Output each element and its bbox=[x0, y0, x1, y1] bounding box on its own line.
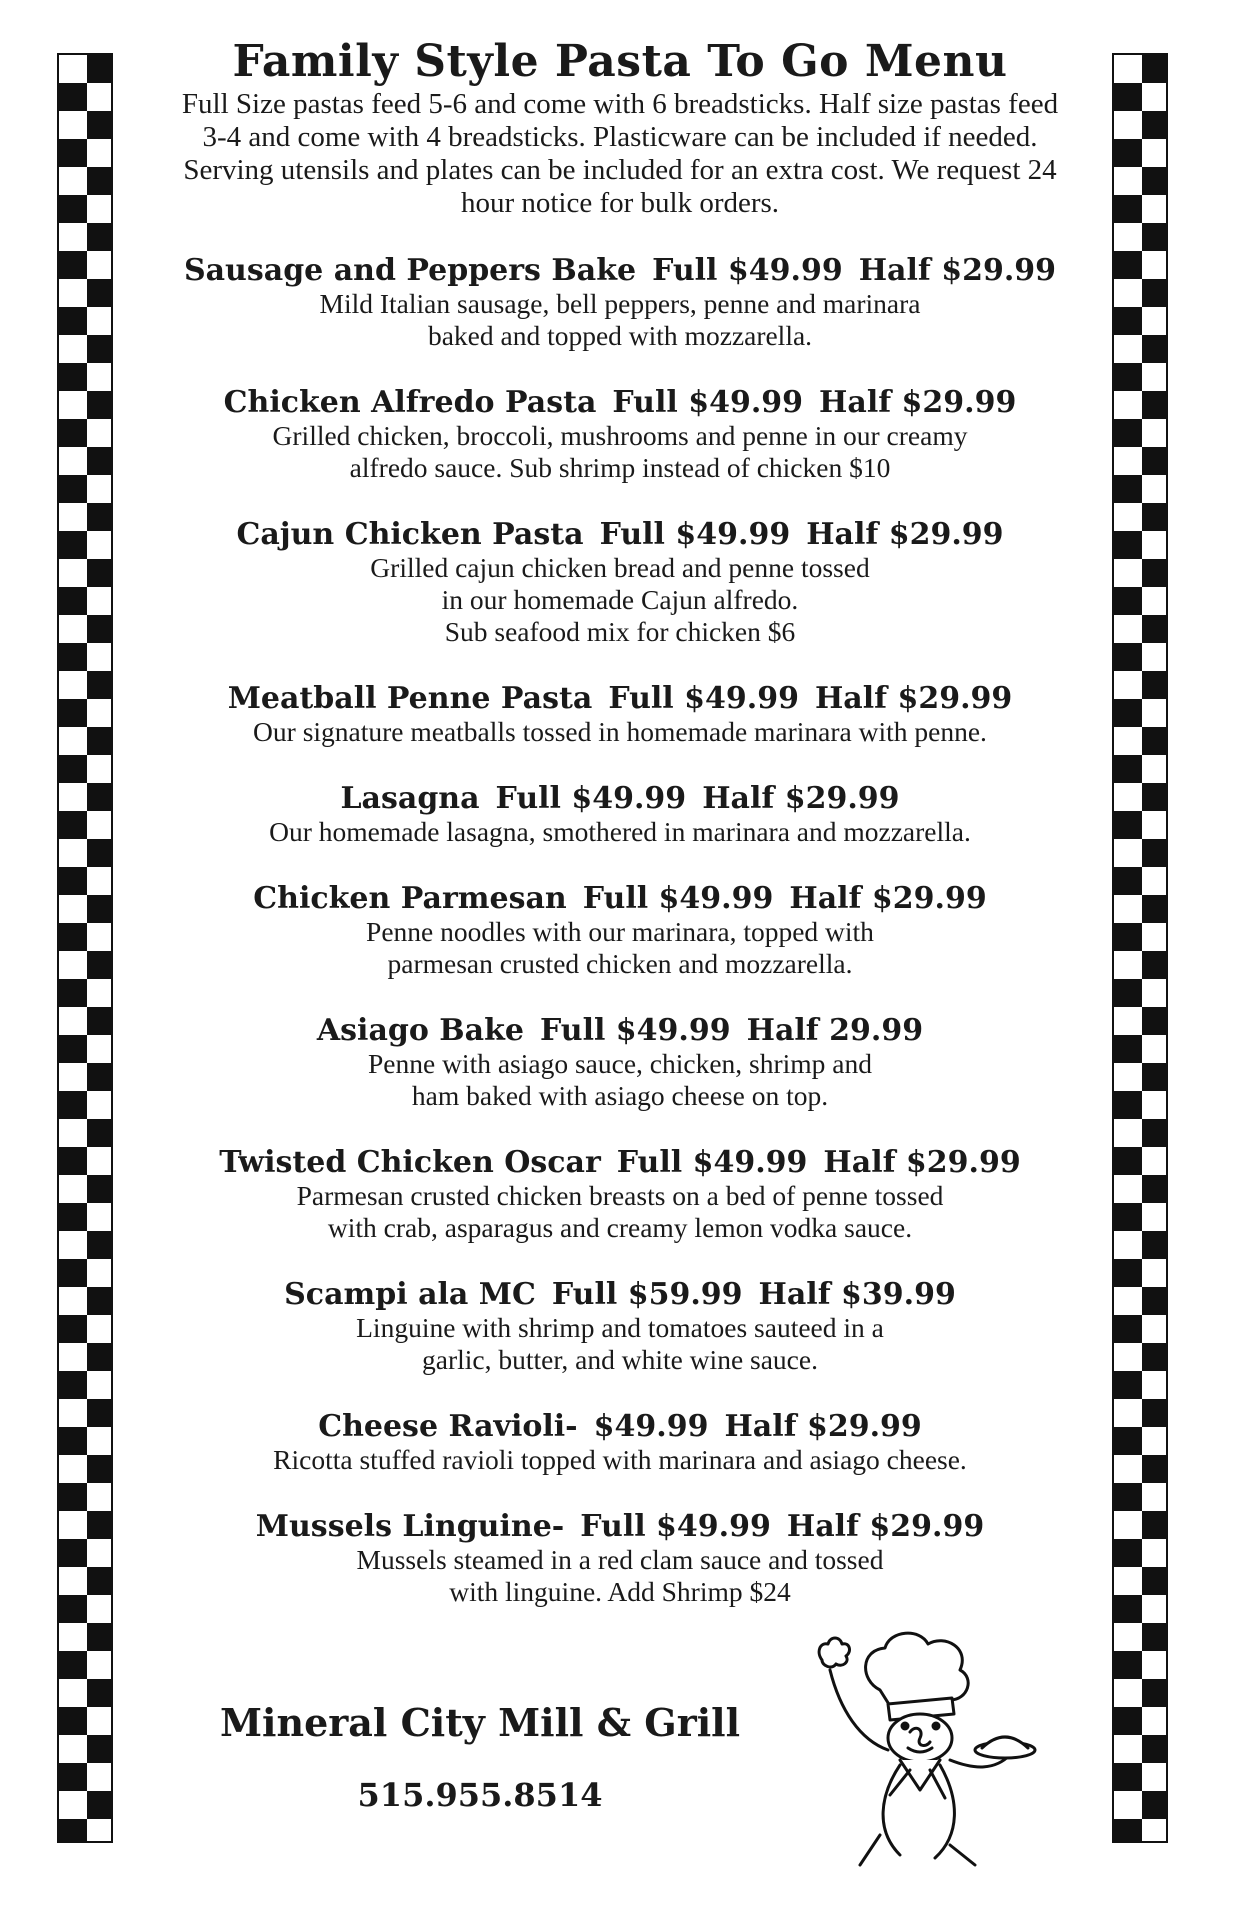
menu-item-price-half: Half 29.99 bbox=[746, 1013, 924, 1048]
menu-item-price-full: $49.99 bbox=[593, 1409, 709, 1444]
menu-item-description bbox=[130, 1544, 1110, 1608]
menu-item-description bbox=[130, 420, 1110, 484]
menu-item-description-line: garlic, butter, and white wine sauce. bbox=[422, 1344, 818, 1375]
menu-item bbox=[130, 254, 1110, 352]
menu-item-description-line: ham baked with asiago cheese on top. bbox=[411, 1080, 829, 1111]
menu-item-price-full: Full $49.99 bbox=[612, 385, 804, 420]
menu-item-name: Chicken Alfredo Pasta bbox=[223, 385, 597, 420]
checkered-border-left bbox=[57, 53, 113, 1843]
menu-item bbox=[130, 882, 1110, 980]
menu-item bbox=[130, 682, 1110, 748]
menu-item-price-half: Half $29.99 bbox=[819, 385, 1017, 420]
menu-title: Family Style Pasta To Go Menu bbox=[232, 36, 1008, 87]
menu-item-description-line: baked and topped with mozzarella. bbox=[427, 320, 813, 351]
intro-line: Serving utensils and plates can be included for an extra cost. We request 24 bbox=[183, 154, 1057, 186]
menu-item-description bbox=[130, 1048, 1110, 1112]
menu-item-description bbox=[130, 716, 1110, 748]
menu-item-description-line: Penne with asiago sauce, chicken, shrimp and bbox=[367, 1048, 873, 1079]
menu-item-heading bbox=[130, 1014, 1110, 1048]
menu-item-description-line: with linguine. Add Shrimp $24 bbox=[449, 1576, 791, 1607]
menu-item-description-line: Penne noodles with our marinara, topped with bbox=[366, 916, 874, 947]
menu-item-description bbox=[130, 1444, 1110, 1476]
menu-item-price-half: Half $29.99 bbox=[823, 1145, 1021, 1180]
menu-item-description-line: Parmesan crusted chicken breasts on a bed of penne tossed bbox=[296, 1180, 944, 1211]
menu-item-description-line: Mild Italian sausage, bell peppers, penne and marinara bbox=[319, 288, 921, 319]
menu-item-description-line: Linguine with shrimp and tomatoes sauteed in a bbox=[356, 1312, 884, 1343]
phone-number: 515.955.8514 bbox=[357, 1776, 603, 1814]
menu-item-name: Mussels Linguine- bbox=[255, 1509, 565, 1544]
menu-item-heading bbox=[130, 386, 1110, 420]
menu-item-description-line: in our homemade Cajun alfredo. bbox=[441, 584, 799, 615]
intro-line: 3-4 and come with 4 breadsticks. Plasticware can be included if needed. bbox=[202, 121, 1038, 153]
menu-intro bbox=[130, 88, 1110, 220]
menu-item bbox=[130, 1014, 1110, 1112]
menu-item-name: Scampi ala MC bbox=[284, 1277, 536, 1312]
menu-item-description-line: alfredo sauce. Sub shrimp instead of chicken $10 bbox=[349, 452, 891, 483]
menu-item-description bbox=[130, 288, 1110, 352]
menu-item-price-full: Full $49.99 bbox=[495, 781, 687, 816]
intro-line: Full Size pastas feed 5-6 and come with 6 breadsticks. Half size pastas feed bbox=[181, 88, 1059, 120]
menu-item bbox=[130, 386, 1110, 484]
menu-item-heading bbox=[130, 1510, 1110, 1544]
checkered-border-right bbox=[1112, 53, 1168, 1843]
menu-item-price-half: Half $29.99 bbox=[789, 881, 987, 916]
intro-line: hour notice for bulk orders. bbox=[460, 187, 780, 219]
menu-item-description-line: Our homemade lasagna, smothered in marinara and mozzarella. bbox=[269, 816, 971, 847]
restaurant-name: Mineral City Mill & Grill bbox=[219, 1700, 741, 1745]
menu-item-description-line: Our signature meatballs tossed in homemade marinara with penne. bbox=[253, 716, 987, 747]
menu-item-name: Sausage and Peppers Bake bbox=[183, 253, 637, 288]
menu-item-description-line: Grilled chicken, broccoli, mushrooms and penne in our creamy bbox=[272, 420, 968, 451]
menu-item-description-line: Mussels steamed in a red clam sauce and tossed bbox=[356, 1544, 884, 1575]
menu-content bbox=[130, 36, 1110, 1608]
menu-item-price-half: Half $29.99 bbox=[702, 781, 900, 816]
menu-item-description-line: with crab, asparagus and creamy lemon vodka sauce. bbox=[327, 1212, 913, 1243]
chef-illustration-icon bbox=[760, 1620, 1040, 1870]
menu-item-price-half: Half $29.99 bbox=[806, 517, 1004, 552]
menu-item-name: Chicken Parmesan bbox=[253, 881, 567, 916]
menu-item bbox=[130, 1278, 1110, 1376]
menu-item-description bbox=[130, 816, 1110, 848]
menu-item-heading bbox=[130, 254, 1110, 288]
menu-item-description bbox=[130, 1180, 1110, 1244]
menu-item-description-line: parmesan crusted chicken and mozzarella. bbox=[387, 948, 853, 979]
menu-item-price-full: Full $49.99 bbox=[599, 517, 791, 552]
menu-item-name: Twisted Chicken Oscar bbox=[219, 1145, 601, 1180]
menu-items-list bbox=[130, 254, 1110, 1608]
menu-item-price-half: Half $39.99 bbox=[758, 1277, 956, 1312]
menu-item-name: Cajun Chicken Pasta bbox=[236, 517, 584, 552]
menu-item-name: Cheese Ravioli- bbox=[318, 1409, 578, 1444]
menu-item-description bbox=[130, 916, 1110, 980]
menu-item-price-half: Half $29.99 bbox=[786, 1509, 985, 1544]
menu-item-description bbox=[130, 1312, 1110, 1376]
menu-item-heading bbox=[130, 682, 1110, 716]
menu-item-price-full: Full $59.99 bbox=[551, 1277, 743, 1312]
menu-item-price-full: Full $49.99 bbox=[608, 681, 799, 716]
menu-item-price-full: Full $49.99 bbox=[539, 1013, 731, 1048]
menu-item-heading bbox=[130, 518, 1110, 552]
menu-item-description-line: Grilled cajun chicken bread and penne tossed bbox=[370, 552, 870, 583]
menu-item-description-line: Sub seafood mix for chicken $6 bbox=[444, 616, 796, 647]
menu-item-heading bbox=[130, 782, 1110, 816]
menu-item-price-full: Full $49.99 bbox=[582, 881, 774, 916]
menu-item-price-full: Full $49.99 bbox=[580, 1509, 771, 1544]
menu-item-price-full: Full $49.99 bbox=[652, 253, 843, 288]
menu-item-heading bbox=[130, 882, 1110, 916]
menu-item-heading bbox=[130, 1146, 1110, 1180]
menu-item bbox=[130, 1410, 1110, 1476]
menu-item-price-half: Half $29.99 bbox=[858, 253, 1057, 288]
menu-item bbox=[130, 782, 1110, 848]
menu-item-name: Lasagna bbox=[340, 781, 480, 816]
menu-item-heading bbox=[130, 1410, 1110, 1444]
menu-item bbox=[130, 1510, 1110, 1608]
menu-item-price-half: Half $29.99 bbox=[724, 1409, 922, 1444]
menu-item bbox=[130, 518, 1110, 648]
menu-item-description bbox=[130, 552, 1110, 648]
menu-item-price-full: Full $49.99 bbox=[616, 1145, 808, 1180]
menu-item-name: Meatball Penne Pasta bbox=[227, 681, 593, 716]
menu-item-name: Asiago Bake bbox=[316, 1013, 524, 1048]
menu-item-price-half: Half $29.99 bbox=[814, 681, 1013, 716]
menu-item-heading bbox=[130, 1278, 1110, 1312]
menu-item-description-line: Ricotta stuffed ravioli topped with marinara and asiago cheese. bbox=[273, 1444, 967, 1475]
menu-item bbox=[130, 1146, 1110, 1244]
